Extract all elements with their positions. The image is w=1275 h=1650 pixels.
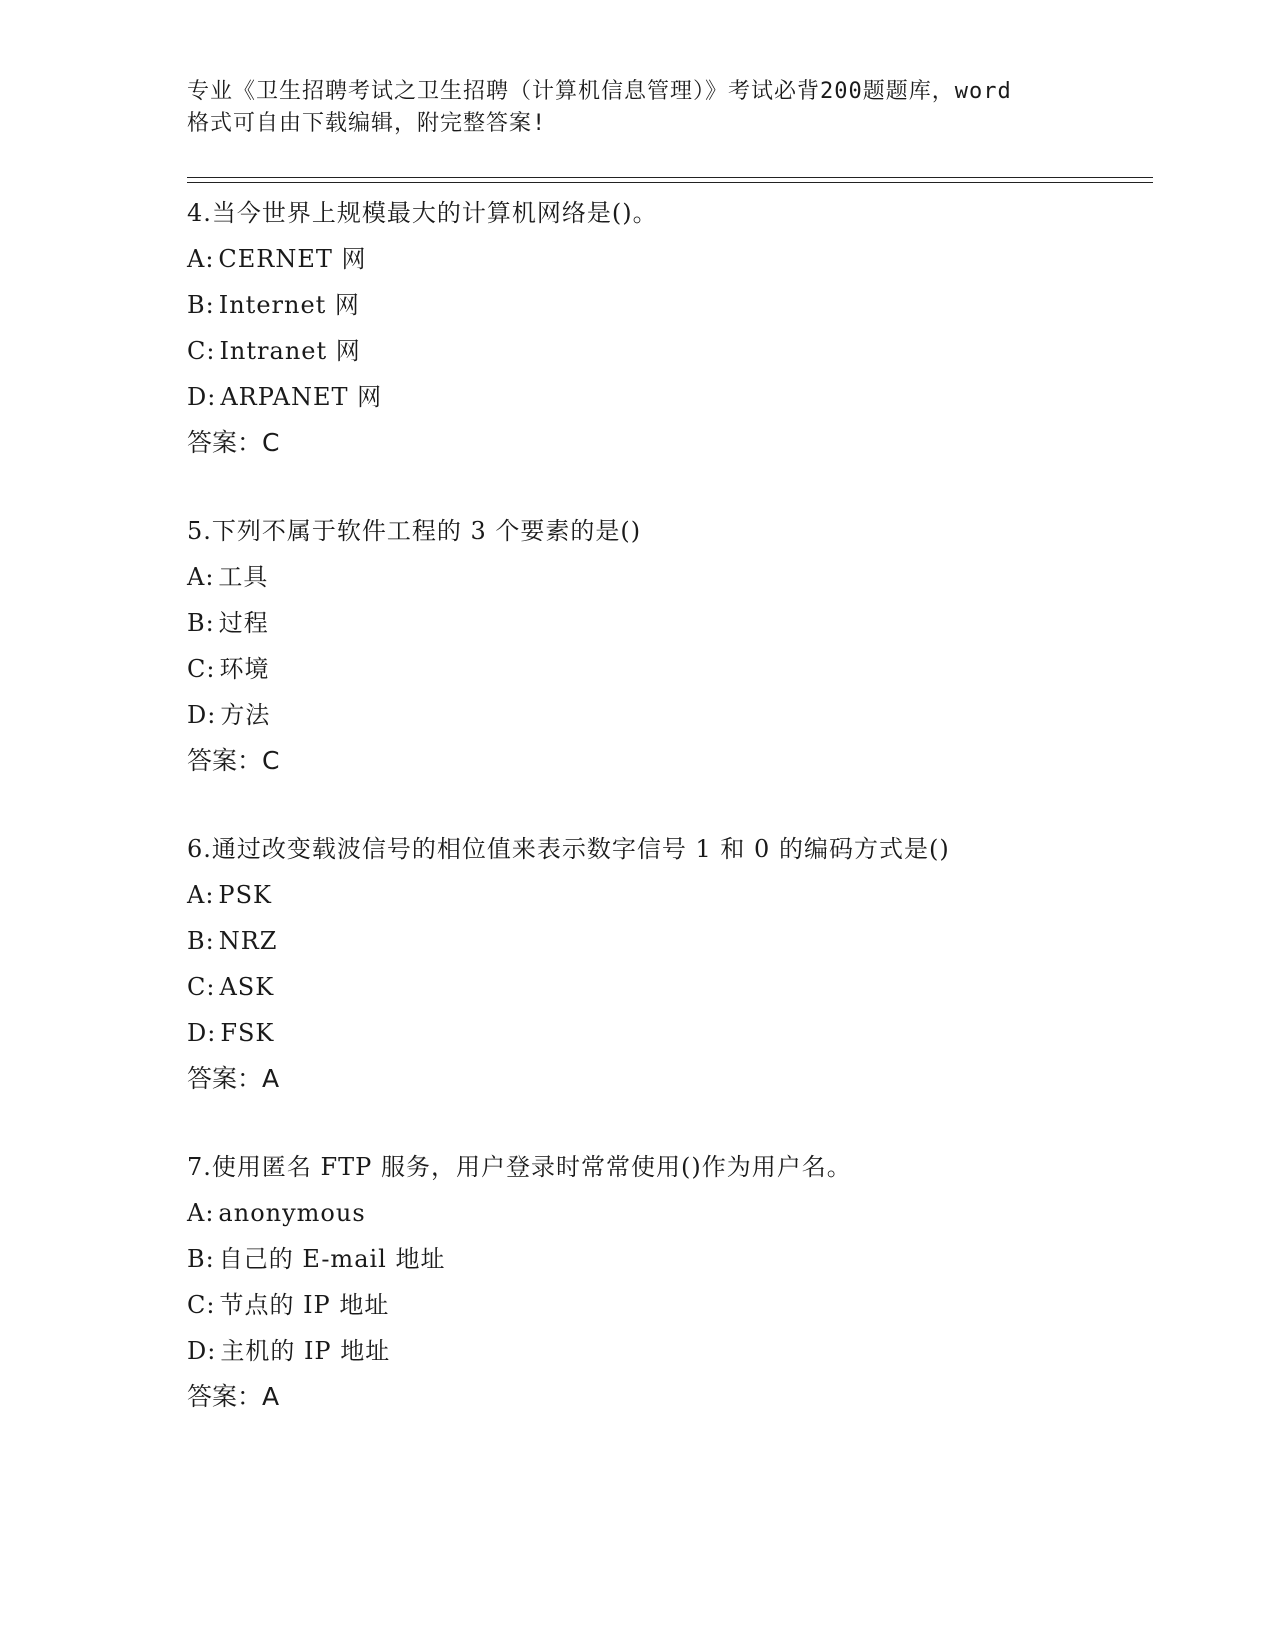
question-stem: 4.当今世界上规模最大的计算机网络是()。 (187, 199, 658, 227)
answer-value: C (262, 746, 280, 775)
option-text: 环境 (219, 655, 270, 683)
answer-value: A (262, 1382, 280, 1411)
option-c (187, 1282, 1167, 1328)
option-b (187, 1236, 1167, 1282)
option-letter: B: (187, 609, 215, 637)
option-text: PSK (218, 881, 272, 909)
header-line-2: 格式可自由下载编辑，附完整答案! (187, 111, 547, 136)
question-item (187, 826, 1167, 1102)
option-text: Internet 网 (218, 291, 360, 319)
option-letter: B: (187, 291, 215, 319)
option-text: 方法 (220, 701, 271, 729)
question-item (187, 508, 1167, 784)
option-d (187, 1010, 1167, 1056)
option-a (187, 872, 1167, 918)
option-text: 节点的 IP 地址 (219, 1291, 390, 1319)
question-item (187, 1144, 1167, 1420)
answer-label: 答案： (187, 428, 263, 457)
header-divider-bottom (187, 182, 1153, 183)
answer-value: C (262, 428, 280, 457)
option-a (187, 1190, 1167, 1236)
option-c (187, 964, 1167, 1010)
option-letter: C: (187, 337, 216, 365)
option-text: 过程 (218, 609, 269, 637)
answer-label: 答案： (187, 746, 263, 775)
answer-label: 答案： (187, 1064, 263, 1093)
option-a (187, 554, 1167, 600)
answer-line (187, 1056, 1167, 1102)
answer-value: A (262, 1064, 280, 1093)
answer-line (187, 1374, 1167, 1420)
option-c (187, 328, 1167, 374)
option-text: ARPANET 网 (220, 383, 383, 411)
question-list (187, 190, 1167, 1462)
option-letter: A: (187, 1199, 215, 1227)
option-b (187, 282, 1167, 328)
option-letter: C: (187, 1291, 216, 1319)
option-d (187, 1328, 1167, 1374)
option-letter: C: (187, 973, 216, 1001)
option-letter: C: (187, 655, 216, 683)
option-text: NRZ (218, 927, 278, 955)
document-header (187, 76, 1087, 140)
option-letter: A: (187, 563, 215, 591)
option-b (187, 600, 1167, 646)
option-text: ASK (219, 973, 275, 1001)
option-letter: D: (187, 1337, 217, 1365)
question-item (187, 190, 1167, 466)
header-divider-top (187, 177, 1153, 178)
option-letter: A: (187, 245, 215, 273)
question-stem: 5.下列不属于软件工程的 3 个要素的是() (187, 517, 642, 545)
option-d (187, 374, 1167, 420)
question-stem: 7.使用匿名 FTP 服务，用户登录时常常使用()作为用户名。 (187, 1153, 852, 1181)
answer-line (187, 738, 1167, 784)
option-text: 工具 (218, 563, 269, 591)
question-stem: 6.通过改变载波信号的相位值来表示数字信号 1 和 0 的编码方式是() (187, 835, 950, 863)
option-letter: D: (187, 1019, 217, 1047)
answer-label: 答案： (187, 1382, 263, 1411)
option-text: 自己的 E-mail 地址 (218, 1245, 446, 1273)
option-letter: B: (187, 1245, 215, 1273)
option-text: FSK (220, 1019, 275, 1047)
option-b (187, 918, 1167, 964)
option-letter: D: (187, 383, 217, 411)
option-d (187, 692, 1167, 738)
option-c (187, 646, 1167, 692)
option-a (187, 236, 1167, 282)
option-text: anonymous (218, 1199, 366, 1227)
answer-line (187, 420, 1167, 466)
option-text: Intranet 网 (219, 337, 361, 365)
header-line-1: 专业《卫生招聘考试之卫生招聘（计算机信息管理）》考试必背200题题库，word (187, 79, 1012, 104)
option-text: 主机的 IP 地址 (220, 1337, 391, 1365)
option-text: CERNET 网 (218, 245, 367, 273)
option-letter: D: (187, 701, 217, 729)
option-letter: A: (187, 881, 215, 909)
option-letter: B: (187, 927, 215, 955)
